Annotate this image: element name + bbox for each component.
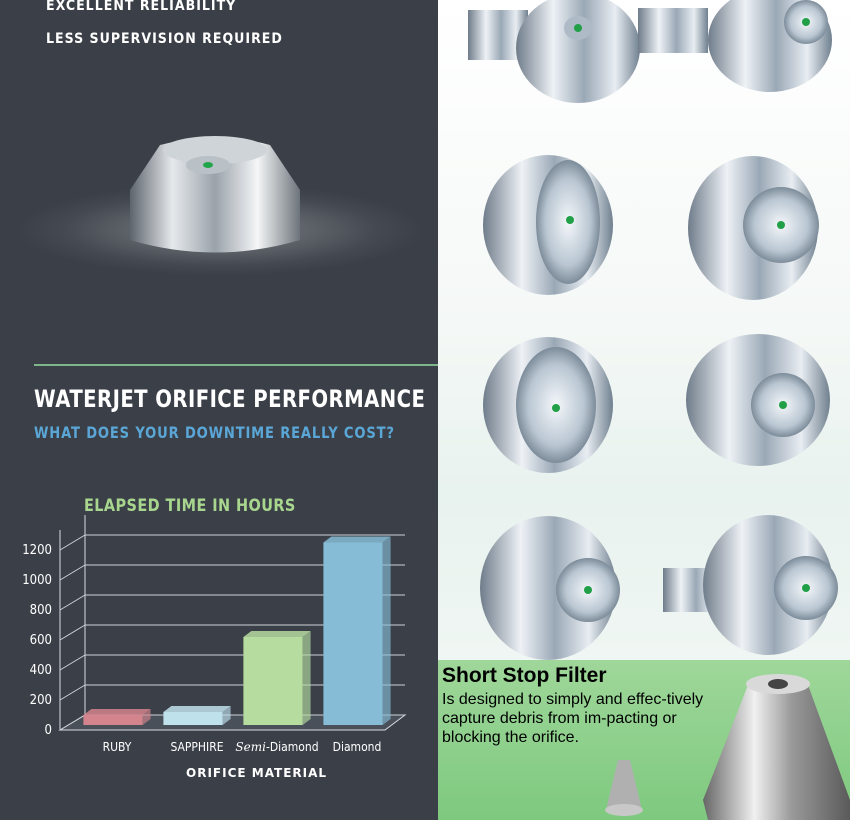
y-tick-label: 800: [29, 603, 52, 618]
y-tick-label: 1200: [22, 543, 52, 558]
gridline-diag: [60, 595, 85, 610]
x-tick-label-text: SAPPHIRE: [170, 740, 224, 754]
filter-title: Short Stop Filter: [442, 664, 607, 687]
y-tick-label: 1000: [22, 573, 52, 588]
x-axis-label: ORIFICE MATERIAL: [186, 766, 328, 780]
bar-side: [383, 537, 391, 726]
bar-side: [303, 631, 311, 725]
y-tick-label: 400: [29, 663, 52, 678]
filter-product-image: [438, 660, 850, 820]
y-tick-label: 0: [44, 723, 52, 738]
bar-top: [243, 631, 310, 637]
y-tick-label: 200: [29, 693, 52, 708]
gridline-diag: [60, 625, 85, 640]
chart-title: ELAPSED TIME IN HOURS: [84, 496, 296, 516]
x-tick-label-text: RUBY: [102, 740, 132, 754]
orifice-gallery-image: [438, 0, 850, 660]
x-tick-label: [235, 740, 318, 754]
x-tick-label-text: -Diamond: [265, 740, 319, 754]
bar-chart: [0, 510, 438, 760]
gridline-diag: [60, 535, 85, 550]
gridline-diag: [60, 565, 85, 580]
right-panel: [438, 0, 850, 820]
gridline-diag: [60, 685, 85, 700]
bar: [83, 715, 142, 725]
performance-subtitle: WHAT DOES YOUR DOWNTIME REALLY COST?: [34, 423, 395, 442]
x-tick-label: [170, 740, 223, 754]
bar-top: [163, 706, 230, 712]
y-tick-label: 600: [29, 633, 52, 648]
bar: [323, 543, 382, 726]
x-tick-label: [333, 740, 382, 754]
feature-reliability: EXCELLENT RELIABILITY: [46, 0, 237, 14]
x-tick-label-text: Diamond: [332, 740, 382, 754]
bar-top: [83, 709, 150, 715]
gridline-diag: [60, 655, 85, 670]
bar-top: [323, 537, 390, 543]
section-divider: [34, 364, 438, 366]
hero-orifice-image: [120, 125, 310, 275]
x-tick-label: [103, 740, 132, 754]
bar: [163, 712, 222, 725]
x-tick-label-italic: Semi: [235, 740, 266, 754]
filter-description: Is designed to simply and effec-tively capture debris from im-pacting or blocking the orifice.: [442, 691, 704, 746]
performance-title: WATERJET ORIFICE PERFORMANCE: [34, 385, 426, 413]
feature-supervision: LESS SUPERVISION REQUIRED: [46, 31, 283, 47]
bar: [243, 637, 302, 725]
